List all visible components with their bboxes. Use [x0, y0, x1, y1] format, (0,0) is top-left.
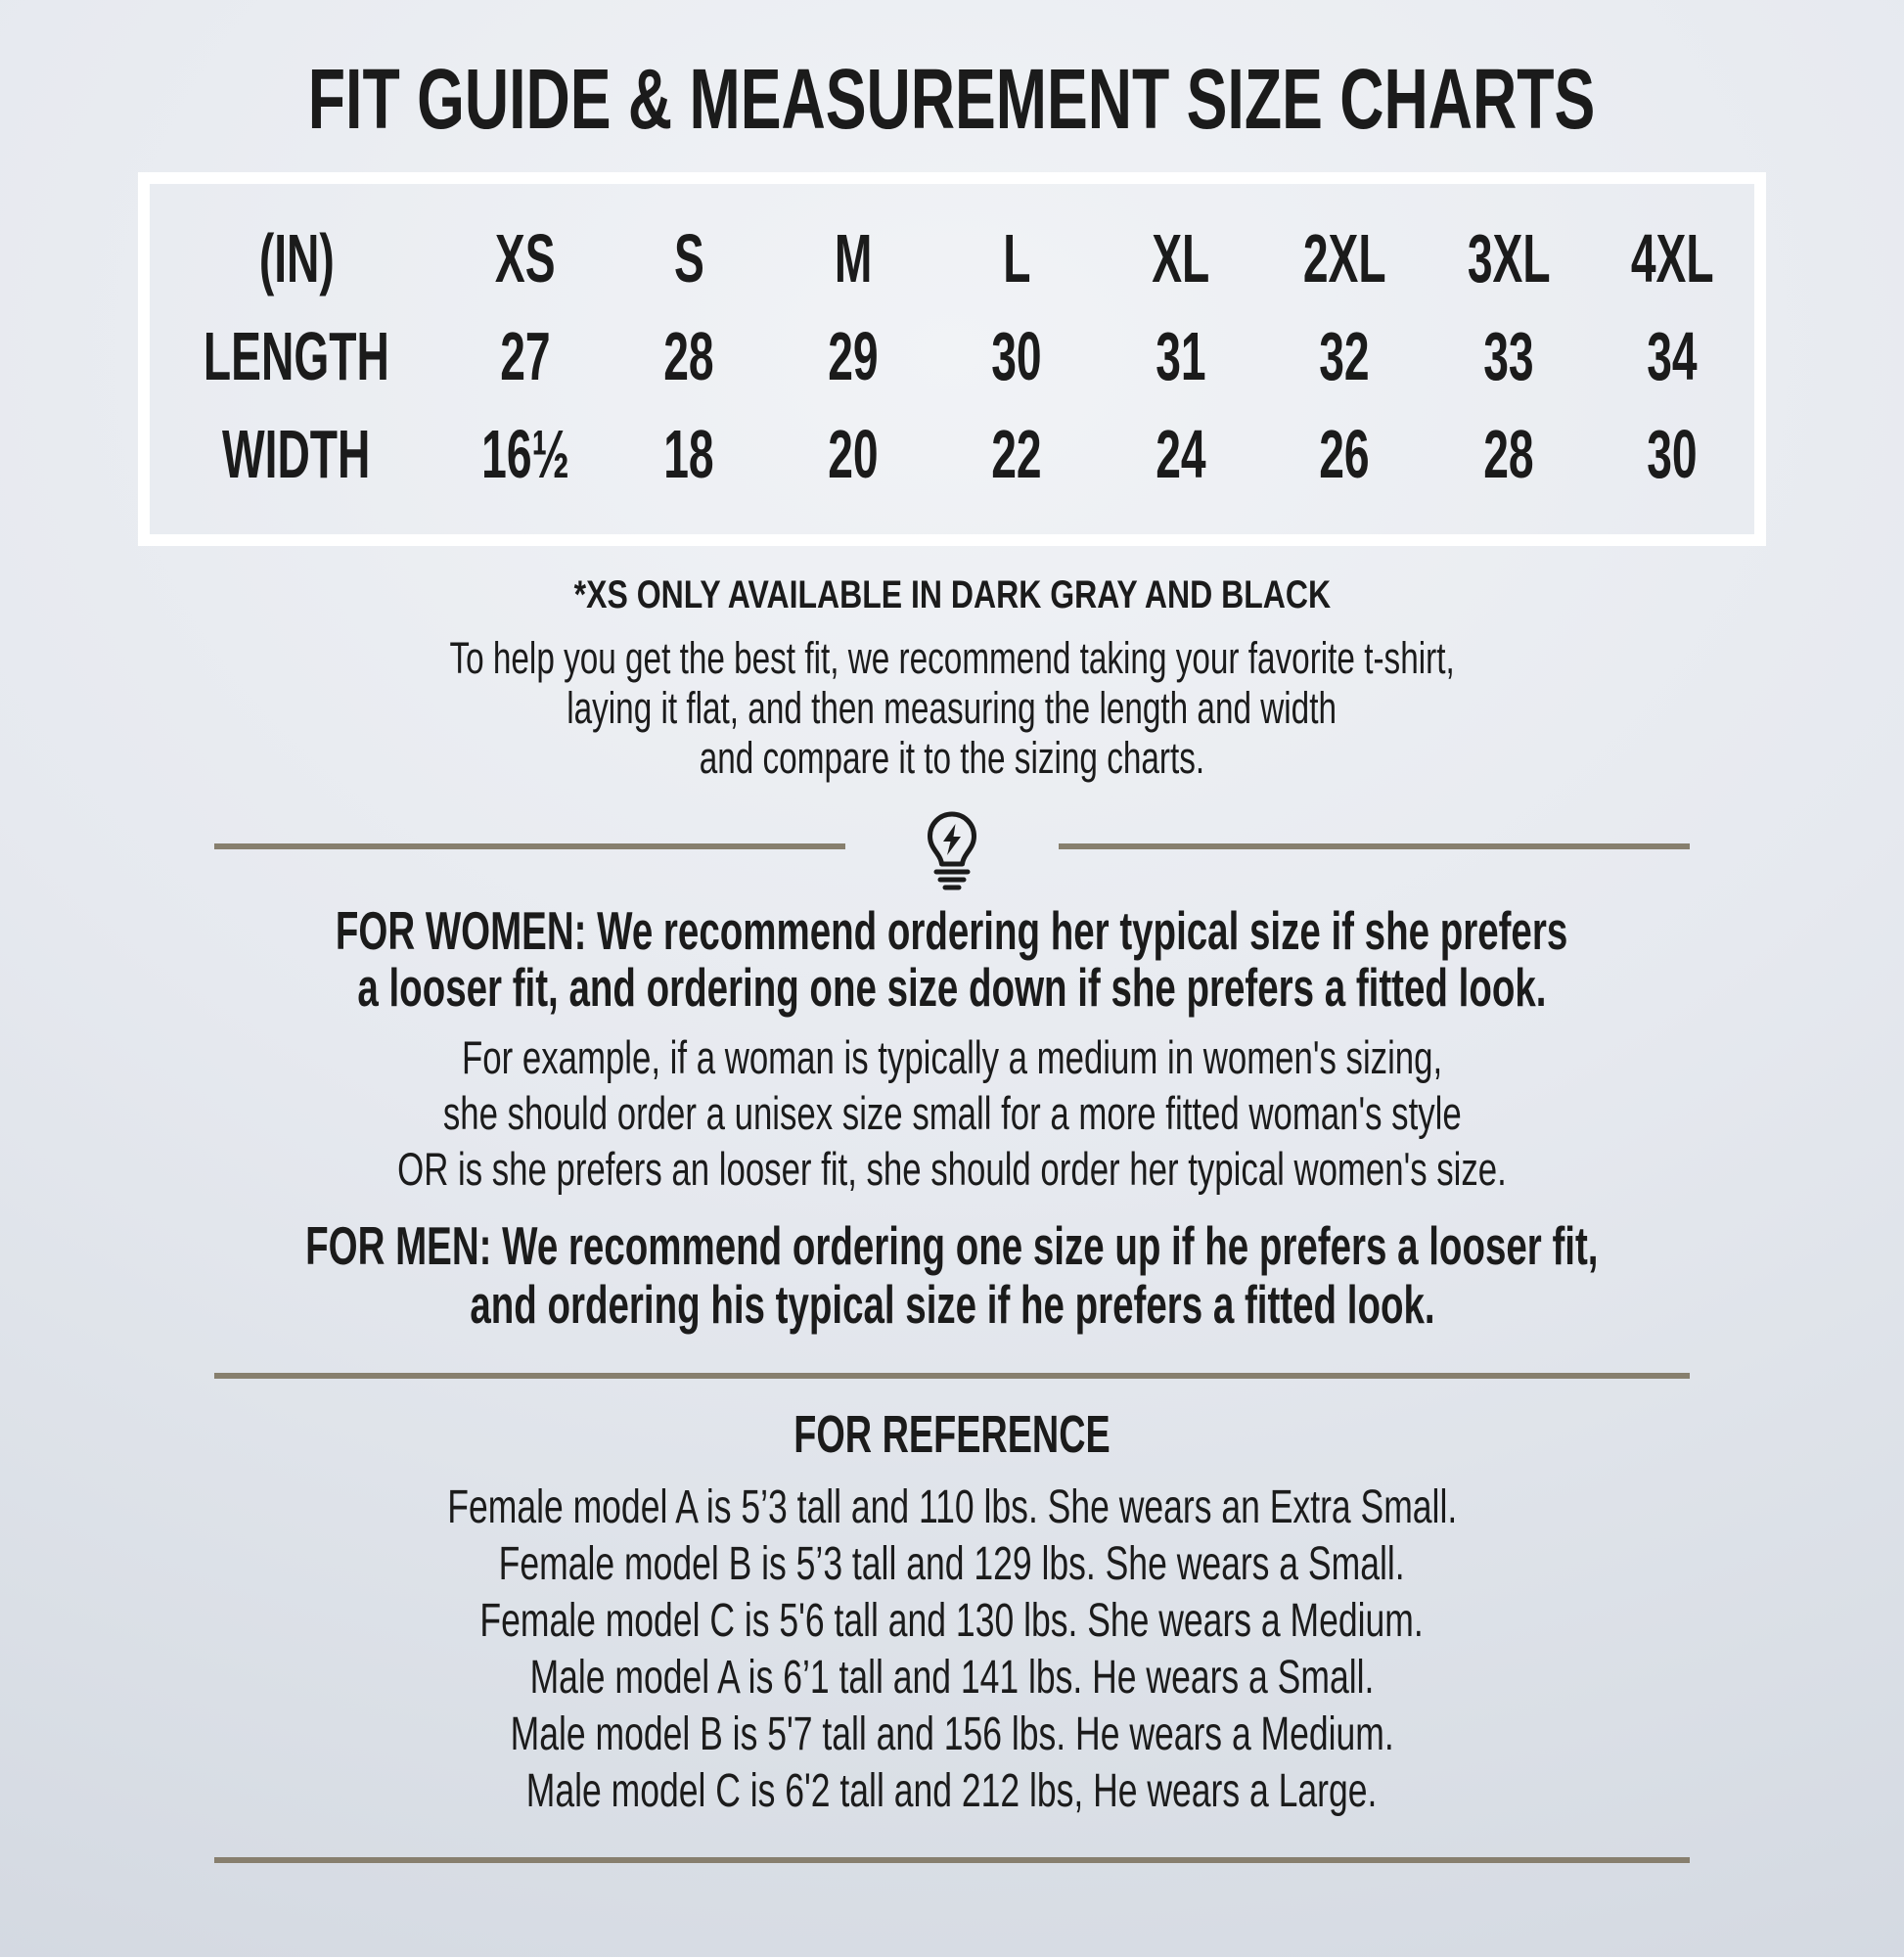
example-line-1: For example, if a woman is typically a medium in women's sizing, [461, 1030, 1443, 1083]
length-2xl: 32 [1319, 317, 1370, 394]
length-m: 29 [828, 317, 879, 394]
width-row-label: WIDTH [222, 415, 371, 492]
men-line-2: and ordering his typical size if he prefers a fitted look. [469, 1273, 1435, 1335]
reference-line-4: Male model A is 6’1 tall and 141 lbs. He wears a Small. [529, 1652, 1375, 1705]
reference-line-3: Female model C is 5'6 tall and 130 lbs. She wears a Medium. [479, 1595, 1425, 1648]
model-reference-list [0, 1479, 1904, 1820]
women-line-2: a looser fit, and ordering one size down if she prefers a fitted look. [357, 956, 1547, 1018]
width-3xl: 28 [1483, 415, 1534, 492]
divider-line-left [214, 843, 845, 849]
men-line-1: FOR MEN: We recommend ordering one size up if he prefers a looser fit, [305, 1214, 1599, 1276]
width-row [150, 405, 1754, 503]
xs-availability-note: *XS ONLY AVAILABLE IN DARK GRAY AND BLACK [573, 572, 1331, 616]
length-xl: 31 [1156, 317, 1206, 394]
length-xs: 27 [500, 317, 551, 394]
width-xs: 16½ [480, 415, 569, 492]
size-col-4xl: 4XL [1630, 219, 1714, 296]
length-row-label: LENGTH [204, 317, 389, 394]
section-divider [214, 1373, 1690, 1379]
width-l: 22 [991, 415, 1042, 492]
reference-line-6: Male model C is 6'2 tall and 212 lbs, He wears a Large. [526, 1765, 1378, 1818]
size-col-xs: XS [494, 219, 556, 296]
length-l: 30 [991, 317, 1042, 394]
intro-line-1: To help you get the best fit, we recommend taking your favorite t-shirt, [449, 632, 1455, 683]
length-row [150, 307, 1754, 405]
unit-label-cell [150, 219, 443, 296]
example-line-3: OR is she prefers an looser fit, she should order her typical women's size. [397, 1142, 1507, 1195]
width-s: 18 [663, 415, 714, 492]
bottom-divider [214, 1857, 1690, 1863]
size-table-header-row [150, 209, 1754, 307]
tip-divider [0, 810, 1904, 898]
reference-line-2: Female model B is 5’3 tall and 129 lbs. She wears a Small. [499, 1538, 1405, 1591]
size-col-s: S [673, 219, 704, 296]
size-col-xl: XL [1152, 219, 1210, 296]
size-col-2xl: 2XL [1302, 219, 1386, 296]
fit-guide-page [0, 53, 1904, 1863]
unit-label: (IN) [258, 219, 335, 296]
width-2xl: 26 [1319, 415, 1370, 492]
length-3xl: 33 [1483, 317, 1534, 394]
intro-line-2: laying it flat, and then measuring the length and width [567, 682, 1337, 733]
page-title-text: FIT GUIDE & MEASUREMENT SIZE CHARTS [308, 52, 1596, 147]
reference-line-1: Female model A is 5’3 tall and 110 lbs. She wears an Extra Small. [447, 1481, 1457, 1534]
size-col-m: M [834, 219, 872, 296]
for-women-recommendation [0, 899, 1904, 1018]
women-sizing-example [0, 1029, 1904, 1197]
width-4xl: 30 [1647, 415, 1698, 492]
intro-line-3: and compare it to the sizing charts. [699, 732, 1205, 783]
length-s: 28 [663, 317, 714, 394]
size-chart-table [138, 172, 1766, 546]
length-4xl: 34 [1647, 317, 1698, 394]
page-title [0, 53, 1904, 147]
example-line-2: she should order a unisex size small for a more fitted woman's style [442, 1086, 1462, 1139]
size-col-3xl: 3XL [1467, 219, 1551, 296]
reference-heading: FOR REFERENCE [793, 1404, 1111, 1464]
width-m: 20 [828, 415, 879, 492]
for-men-recommendation [0, 1216, 1904, 1334]
reference-line-5: Male model B is 5'7 tall and 156 lbs. He wears a Medium. [510, 1708, 1394, 1761]
size-col-l: L [1003, 219, 1031, 296]
width-xl: 24 [1156, 415, 1206, 492]
lightbulb-bolt-icon [920, 810, 984, 896]
divider-line-right [1059, 843, 1690, 849]
measuring-instructions [0, 633, 1904, 783]
women-line-1: FOR WOMEN: We recommend ordering her typical size if she prefers [336, 899, 1568, 961]
